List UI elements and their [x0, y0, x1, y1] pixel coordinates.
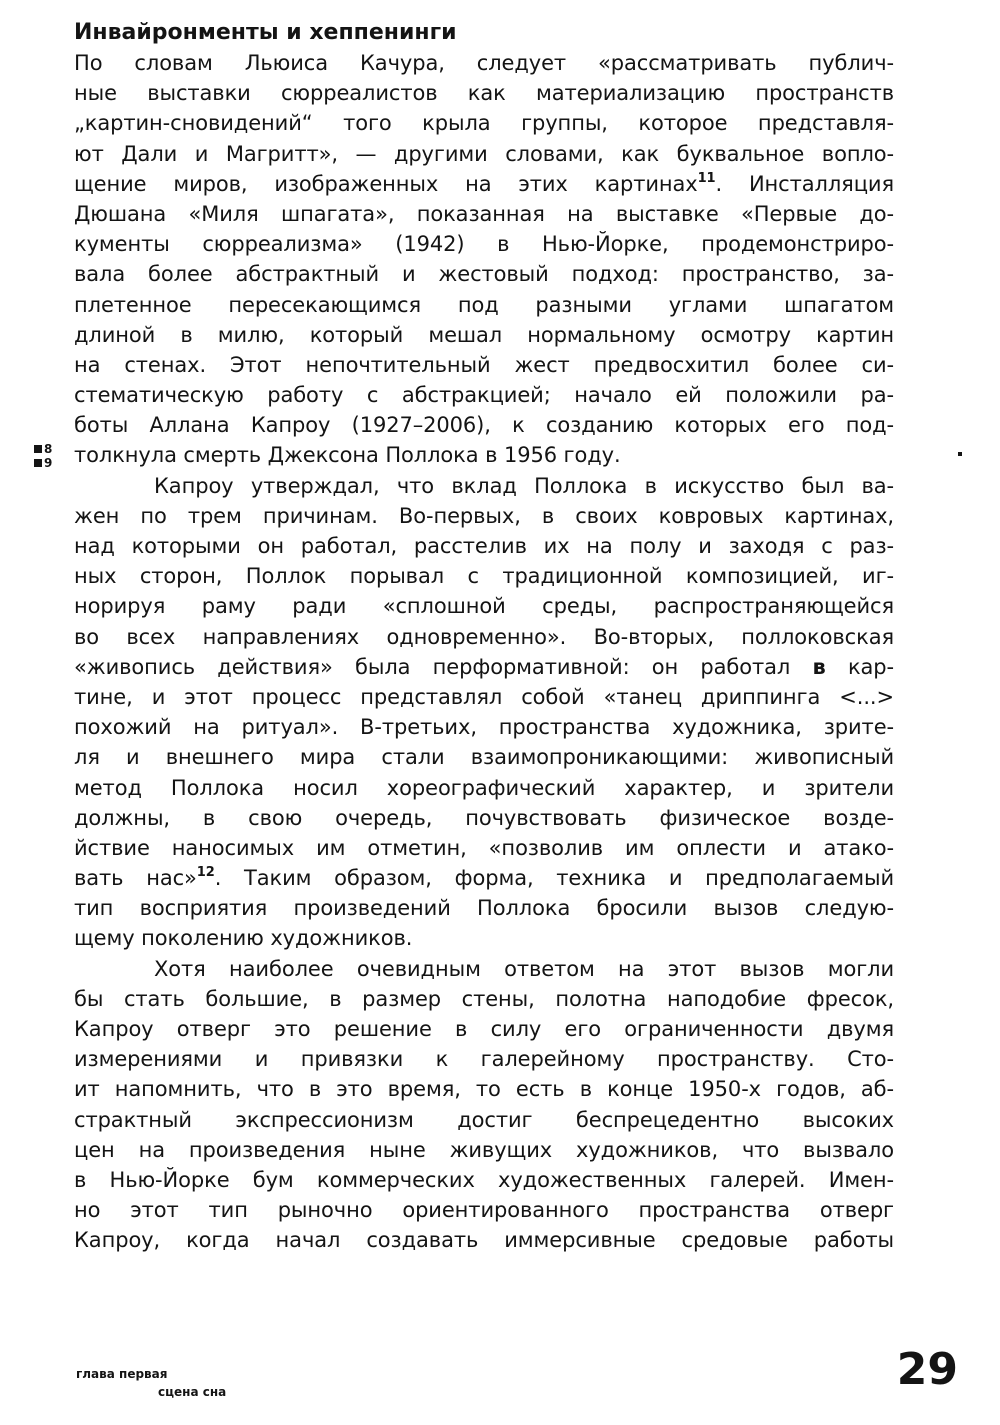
text-line: толкнула смерть Джексона Поллока в 1956 году. — [74, 443, 621, 468]
text-line: плетенное пересекающимся под разными углами шпагатом — [74, 292, 894, 317]
text-line: тип восприятия произведений Поллока бросили вызов следую- — [74, 896, 894, 921]
text-line: ют Дали и Магритт», — другими словами, как буквальное вопло- — [74, 141, 894, 166]
square-bullet-icon — [34, 459, 42, 467]
text-line: похожий на ритуал». В-третьих, пространства художника, зрите- — [74, 715, 894, 740]
text-fragment: вать нас» — [74, 866, 197, 891]
page-number: 29 — [896, 1344, 958, 1395]
text-line: По словам Льюиса Качура, следует «рассматривать публич- — [74, 51, 894, 75]
text-line: тине, и этот процесс представлял собой «танец дриппинга <...> — [74, 684, 894, 709]
text-line — [74, 652, 894, 682]
paragraph-1 — [74, 48, 894, 471]
text-line: Капроу, когда начал создавать иммерсивные средовые работы — [74, 1228, 894, 1253]
emphasis-word: в — [812, 654, 826, 679]
text-line: кументы сюрреализма» (1942) в Нью-Йорке, продемонстриро- — [74, 232, 894, 257]
text-line: Капроу отверг это решение в силу его ограниченности двумя — [74, 1017, 894, 1041]
footnote-ref-11[interactable]: 11 — [697, 170, 716, 186]
text-fragment: щение миров, изображенных на этих картинах — [74, 171, 698, 196]
text-line: должны, в свою очередь, почувствовать физическое возде- — [74, 805, 894, 830]
paragraph-2 — [74, 471, 894, 954]
section-heading: Инвайронменты и хеппенинги — [74, 20, 457, 45]
text-line: щему поколению художников. — [74, 926, 413, 951]
text-line: измерениями и привязки к галерейному пространству. Сто- — [74, 1047, 894, 1072]
margin-marker-digit: 9 — [44, 456, 53, 470]
text-line: ит напомнить, что в это время, то есть в конце 1950-х годов, аб- — [74, 1077, 894, 1102]
text-line: над которыми он работал, расстелив их на полу и заходя с раз- — [74, 534, 894, 558]
text-line: Капроу утверждал, что вклад Поллока в искусство был ва- — [154, 473, 894, 498]
text-fragment: кар- — [825, 654, 895, 679]
text-line: боты Аллана Капроу (1927–2006), к созданию которых его под- — [74, 413, 894, 438]
text-line: ля и внешнего мира стали взаимопроникающими: живописный — [74, 745, 894, 770]
text-line: цен на произведения ныне живущих художников, что вызвало — [74, 1137, 894, 1162]
page-text — [74, 18, 894, 1256]
text-line: но этот тип рыночно ориентированного пространства отверг — [74, 1198, 894, 1223]
paragraph-3 — [74, 954, 894, 1256]
text-line: метод Поллока носил хореографический характер, и зрители — [74, 775, 894, 800]
text-line: во всех направлениях одновременно». Во-вторых, поллоковская — [74, 624, 894, 649]
margin-marker — [34, 442, 52, 470]
footnote-ref-12[interactable]: 12 — [196, 865, 215, 881]
text-line: ные выставки сюрреалистов как материализацию пространств — [74, 81, 894, 106]
text-line — [74, 169, 894, 199]
text-line: Дюшана «Миля шпагата», показанная на выставке «Первые до- — [74, 201, 894, 226]
text-line: страктный экспрессионизм достиг беспрецедентно высоких — [74, 1107, 894, 1132]
footer-chapter: глава первая — [76, 1367, 168, 1381]
text-line: длиной в милю, который мешал нормальному осмотру картин — [74, 322, 894, 347]
margin-marker-row — [34, 442, 52, 456]
text-line: йствие наносимых им отметин, «позволив им оплести и атако- — [74, 835, 894, 860]
text-fragment: «живопись действия» была перформативной: он работал — [74, 654, 813, 679]
text-line: жен по трем причинам. Во-первых, в своих ковровых картинах, — [74, 503, 894, 528]
text-line — [74, 863, 894, 893]
text-line: вала более абстрактный и жестовый подход: пространство, за- — [74, 262, 894, 287]
text-fragment: . Инсталляция — [715, 171, 894, 196]
margin-marker-row — [34, 456, 52, 470]
text-line: норируя раму ради «сплошной среды, распространяющейся — [74, 594, 894, 619]
margin-marker-digit: 8 — [44, 442, 53, 456]
text-line: „картин-сновидений“ того крыла группы, которое представля- — [74, 111, 894, 136]
text-line: на стенах. Этот непочтительный жест предвосхитил более си- — [74, 352, 894, 377]
text-line: Хотя наиболее очевидным ответом на этот вызов могли — [154, 956, 894, 981]
footer-title: сцена сна — [158, 1385, 227, 1399]
margin-dot-icon — [958, 452, 962, 456]
text-line: ных сторон, Поллок порывал с традиционной композицией, иг- — [74, 564, 894, 589]
text-line: в Нью-Йорке бум коммерческих художественных галерей. Имен- — [74, 1167, 894, 1192]
text-line: бы стать большие, в размер стены, полотна наподобие фресок, — [74, 986, 894, 1011]
text-fragment: . Таким образом, форма, техника и предполагаемый — [214, 866, 894, 891]
text-line: стематическую работу с абстракцией; начало ей положили ра- — [74, 383, 894, 408]
square-bullet-icon — [34, 445, 42, 453]
running-footer — [76, 1365, 226, 1401]
